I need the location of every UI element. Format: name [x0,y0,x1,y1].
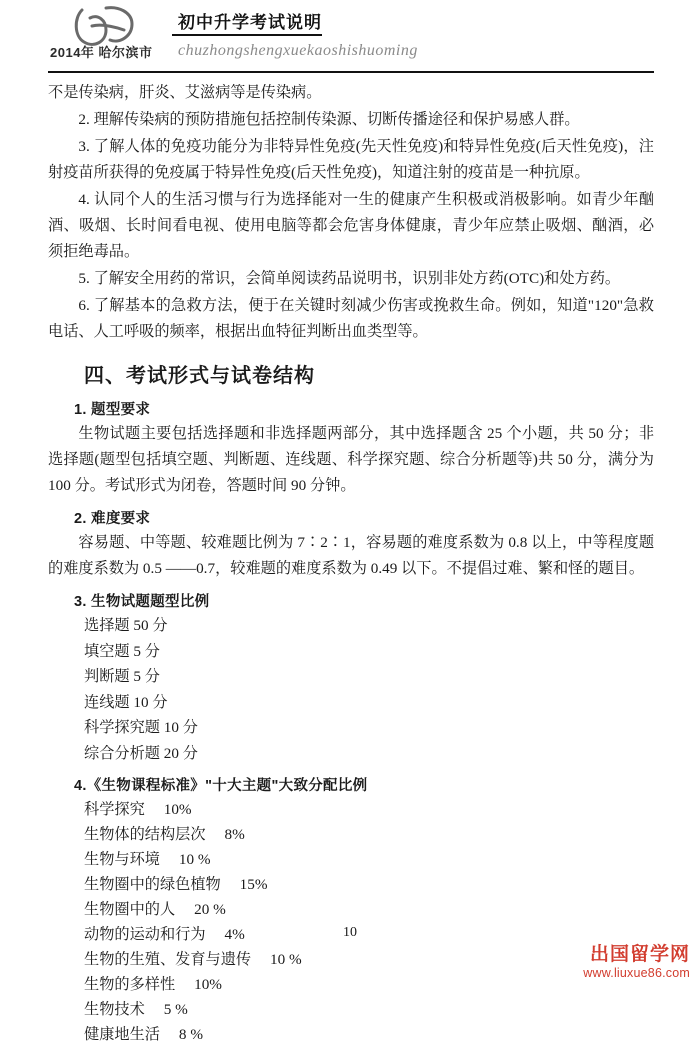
subsection-theme-ratio [48,774,654,1047]
subsection-difficulty [48,507,654,582]
watermark-site-name: 出国留学网 [589,943,690,965]
watermark [583,944,690,980]
subsection-heading-4: 4.《生物课程标准》"十大主题"大致分配比例 [74,778,368,794]
paragraph-continuation: 不是传染病，肝炎、艾滋病等是传染病。 [48,84,322,101]
list-item: 科学探究 10% [84,801,192,818]
list-item: 生物技术 5 % [84,1001,188,1018]
list-item: 生物与环境 10 % [84,851,211,868]
subsection-type-ratio [48,590,654,766]
watermark-url: www.liuxue86.com [583,965,690,980]
list-item: 生物圈中的人 20 % [84,901,226,918]
list-item-5: 5. 了解安全用药的常识，会简单阅读药品说明书，识别非处方药(OTC)和处方药。 [78,270,621,287]
subsection-heading-2: 2. 难度要求 [74,511,151,527]
list-item: 动物的运动和行为 4% [84,926,245,943]
list-item: 生物圈中的绿色植物 15% [84,876,268,893]
header-year-label: 2014年 哈尔滨市 [50,45,153,60]
list-item: 综合分析题 20 分 [84,744,198,762]
page-title: 初中升学考试说明 [178,13,322,32]
subsection-1-paragraph: 生物试题主要包括选择题和非选择题两部分，其中选择题含 25 个小题，共 50 分；非选择题(题型包括填空题、判断题、连线题、科学探究题、综合分析题等)共 50 分，满分为 100 分。考试形式为闭卷，答题时间 90 分钟。 [48,425,654,494]
list-item: 判断题 5 分 [84,668,160,685]
list-item: 生物的多样性 10% [84,976,222,993]
list-item: 生物体的结构层次 8% [84,826,245,843]
header-divider [48,71,654,73]
list-item-4: 4. 认同个人的生活习惯与行为选择能对一生的健康产生积极或消极影响。如青少年酗酒、吸烟、长时间看电视、使用电脑等都会危害身体健康，青少年应禁止吸烟、酗酒，必须拒绝毒品。 [48,191,654,260]
list-item: 连线题 10 分 [84,693,168,711]
list-item: 选择题 50 分 [84,617,168,634]
subsection-heading-3: 3. 生物试题题型比例 [74,594,210,610]
title-underline [172,34,322,36]
list-item: 生物的生殖、发育与遗传 10 % [84,951,302,968]
header-pinyin-label: chuzhongshengxuekaoshishuoming [178,42,418,59]
subsection-2-paragraph: 容易题、中等题、较难题比例为 7∶2∶1，容易题的难度系数为 0.8 以上，中等程度题的难度系数为 0.5 ——0.7，较难题的难度系数为 0.49 以下。不提倡过难、繁和怪的题目。 [48,534,654,577]
list-item-3: 3. 了解人体的免疫功能分为非特异性免疫(先天性免疫)和特异性免疫(后天性免疫)，注射疫苗所获得的免疫属于特异性免疫(后天性免疫)，知道注射的疫苗是一种抗原。 [48,138,654,181]
document-body [48,80,654,1049]
list-item-6: 6. 了解基本的急救方法，便于在关键时刻减少伤害或挽救生命。例如，知道"120"急救电话、人工呼吸的频率，根据出血特征判断出血类型等。 [48,297,654,340]
list-item: 填空题 5 分 [84,642,160,660]
page-header [0,0,700,72]
subsection-heading-1: 1. 题型要求 [74,402,151,418]
section-heading-4: 四、考试形式与试卷结构 [84,365,315,387]
list-item: 健康地生活 8 % [84,1026,203,1043]
list-item: 科学探究题 10 分 [84,719,198,736]
subsection-question-types [48,398,654,499]
list-item-2: 2. 理解传染病的预防措施包括控制传染源、切断传播途径和保护易感人群。 [78,111,580,128]
page-number: 10 [343,925,357,940]
